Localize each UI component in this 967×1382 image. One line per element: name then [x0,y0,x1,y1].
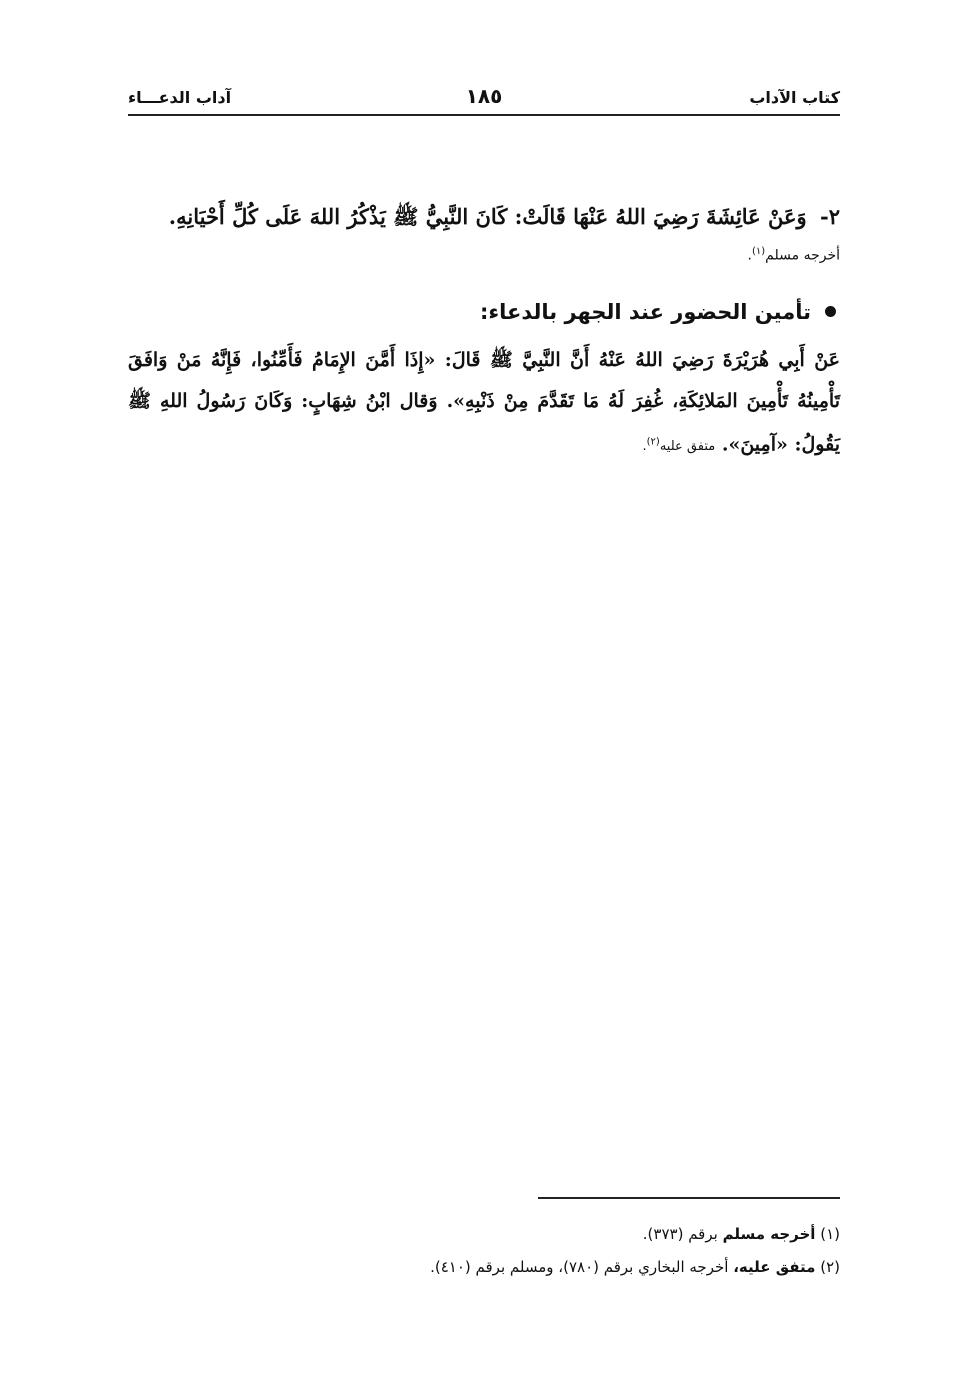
footnote-bold-text: متفق عليه، [733,1258,816,1276]
footnote-ref-1[interactable]: (١) [751,246,766,257]
footnote-1 [128,1218,840,1251]
running-header [128,84,840,116]
paragraph-source [642,436,716,454]
footnote-marker: (٢) [820,1258,840,1276]
chapter-title: آداب الدعـــاء [128,88,232,107]
source-period: . [747,247,752,264]
footnote-ref-2[interactable]: (٢) [646,436,660,448]
hadith-paragraph [128,340,840,467]
header-rule [128,114,840,116]
source-text: أخرجه مسلم [765,247,840,264]
hadith-2 [128,200,840,234]
footnotes [128,1218,840,1284]
section-heading [128,300,840,324]
page-number: ١٨٥ [465,84,503,108]
footnote-text: أخرجه البخاري برقم (٧٨٠)، ومسلم برقم (٤١٠). [430,1258,734,1276]
footnote-bold-text: أخرجه مسلم [722,1225,816,1243]
bullet-icon [825,306,836,317]
footnote-rule [538,1197,840,1199]
paragraph-source-text: متفق عليه [659,438,716,454]
page-content [128,200,840,467]
footnote-marker: (١) [820,1225,840,1243]
paragraph-period: . [642,438,647,454]
hadith-number: ٢- [820,204,840,229]
footnote-text: برقم (٣٧٣). [642,1225,723,1243]
paragraph-text: عَنْ أَبِي هُرَيْرَةَ رَضِيَ اللهُ عَنْهُ أَنَّ النَّبِيَّ ﷺ قَالَ: «إِذَا أَمَّنَ الإِمَامُ فَأَمِّنُوا، فَإِنَّهُ مَنْ وَافَقَ تَأْمِينُهُ تَأْمِينَ المَلائِكَةِ، غُفِرَ لَهُ مَا تَقَدَّمَ مِنْ ذَنْبِهِ». وَقال ابْنُ شِهَابٍ: وَكَانَ رَسُولُ اللهِ ﷺ يَقُولُ: «آمِينَ». [128,348,840,455]
hadith-text: وَعَنْ عَائِشَةَ رَضِيَ اللهُ عَنْهَا قَالَتْ: كَانَ النَّبِيُّ ﷺ يَذْكُرُ اللهَ عَلَى كُلِّ أَحْيَانِهِ. [168,204,807,229]
hadith-2-source [128,246,840,264]
book-title: كتاب الآداب [749,88,840,107]
footnote-2 [128,1251,840,1284]
section-heading-text: تأمين الحضور عند الجهر بالدعاء: [480,299,811,324]
